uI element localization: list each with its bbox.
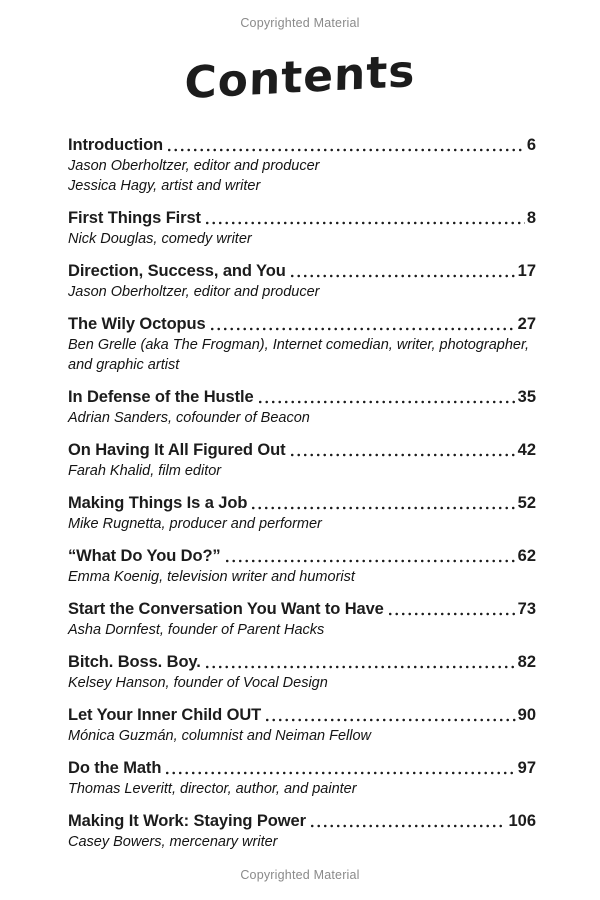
entry-authors [68, 408, 536, 428]
entry-authors [68, 156, 536, 196]
entry-author-line: Mónica Guzmán, columnist and Neiman Fellow [68, 728, 372, 744]
dot-leader [252, 506, 515, 510]
toc-entry-line [68, 313, 536, 335]
entry-author-line: Jessica Hagy, artist and writer [68, 178, 261, 194]
entry-title: Start the Conversation You Want to Have [68, 600, 384, 618]
dot-leader [259, 400, 516, 404]
entry-title: “What Do You Do?” [68, 547, 221, 565]
toc-entry-line [68, 704, 536, 726]
toc-entry-line [68, 651, 536, 673]
entry-authors [68, 514, 536, 534]
entry-authors [68, 726, 536, 746]
entry-title: Let Your Inner Child OUT [68, 706, 262, 724]
entry-page-number: 82 [517, 653, 536, 671]
toc-entry [68, 134, 536, 196]
toc-entry [68, 598, 536, 640]
toc-entry-line [68, 439, 536, 461]
entry-author-line: Farah Khalid, film editor [68, 463, 222, 479]
dot-leader [168, 148, 525, 152]
contents-title: Contents [184, 45, 416, 110]
copyright-notice-bottom: Copyrighted Material [240, 868, 360, 882]
entry-title: In Defense of the Hustle [68, 388, 254, 406]
toc-entry-line [68, 810, 536, 832]
entry-page-number: 90 [517, 706, 536, 724]
dot-leader [206, 665, 516, 669]
entry-page-number: 42 [517, 441, 536, 459]
entry-title: On Having It All Figured Out [68, 441, 286, 459]
entry-author-line: Jason Oberholtzer, editor and producer [68, 284, 320, 300]
entry-authors [68, 335, 536, 375]
dot-leader [206, 221, 525, 225]
toc-list [68, 134, 536, 863]
toc-entry-line [68, 386, 536, 408]
toc-entry-line [68, 260, 536, 282]
entry-title: First Things First [68, 209, 201, 227]
toc-entry [68, 757, 536, 799]
entry-title: Bitch. Boss. Boy. [68, 653, 201, 671]
toc-entry [68, 492, 536, 534]
toc-entry [68, 545, 536, 587]
dot-leader [226, 559, 516, 563]
entry-title: Direction, Success, and You [68, 262, 286, 280]
toc-entry-line [68, 492, 536, 514]
dot-leader [166, 771, 515, 775]
entry-author-line: Emma Koenig, television writer and humorist [68, 569, 355, 585]
entry-authors [68, 673, 536, 693]
entry-author-line: Adrian Sanders, cofounder of Beacon [68, 410, 310, 426]
toc-entry [68, 810, 536, 852]
toc-entry-line [68, 598, 536, 620]
entry-title: Introduction [68, 136, 164, 154]
toc-entry [68, 439, 536, 481]
toc-entry [68, 313, 536, 375]
dot-leader [291, 274, 516, 278]
dot-leader [211, 327, 516, 331]
entry-title: Making Things Is a Job [68, 494, 248, 512]
entry-title: Do the Math [68, 759, 162, 777]
entry-page-number: 62 [517, 547, 536, 565]
entry-authors [68, 779, 536, 799]
entry-author-line: Asha Dornfest, founder of Parent Hacks [68, 622, 325, 638]
entry-page-number: 97 [517, 759, 536, 777]
toc-entry-line [68, 207, 536, 229]
entry-authors [68, 620, 536, 640]
entry-authors [68, 282, 536, 302]
entry-author-line: Thomas Leveritt, director, author, and painter [68, 781, 357, 797]
toc-entry-line [68, 545, 536, 567]
entry-author-line: Mike Rugnetta, producer and performer [68, 516, 322, 532]
entry-page-number: 8 [526, 209, 536, 227]
entry-page-number: 27 [517, 315, 536, 333]
copyright-notice-top: Copyrighted Material [240, 16, 360, 30]
toc-entry-line [68, 757, 536, 779]
entry-page-number: 17 [517, 262, 536, 280]
entry-authors [68, 567, 536, 587]
toc-entry [68, 651, 536, 693]
entry-page-number: 52 [517, 494, 536, 512]
toc-entry [68, 386, 536, 428]
entry-page-number: 73 [517, 600, 536, 618]
entry-page-number: 6 [526, 136, 536, 154]
dot-leader [389, 612, 516, 616]
dot-leader [266, 718, 515, 722]
entry-page-number: 35 [517, 388, 536, 406]
entry-author-line: Ben Grelle (aka The Frogman), Internet comedian, writer, photographer, and graphic artist [68, 337, 530, 373]
toc-entry [68, 207, 536, 249]
entry-title: Making It Work: Staying Power [68, 812, 306, 830]
entry-title: The Wily Octopus [68, 315, 206, 333]
entry-author-line: Jason Oberholtzer, editor and producer [68, 158, 320, 174]
dot-leader [311, 824, 507, 828]
entry-author-line: Nick Douglas, comedy writer [68, 231, 252, 247]
entry-page-number: 106 [508, 812, 536, 830]
toc-entry [68, 260, 536, 302]
dot-leader [291, 453, 516, 457]
entry-author-line: Kelsey Hanson, founder of Vocal Design [68, 675, 328, 691]
toc-entry-line [68, 134, 536, 156]
entry-author-line: Casey Bowers, mercenary writer [68, 834, 278, 850]
entry-authors [68, 832, 536, 852]
entry-authors [68, 461, 536, 481]
entry-authors [68, 229, 536, 249]
toc-entry [68, 704, 536, 746]
